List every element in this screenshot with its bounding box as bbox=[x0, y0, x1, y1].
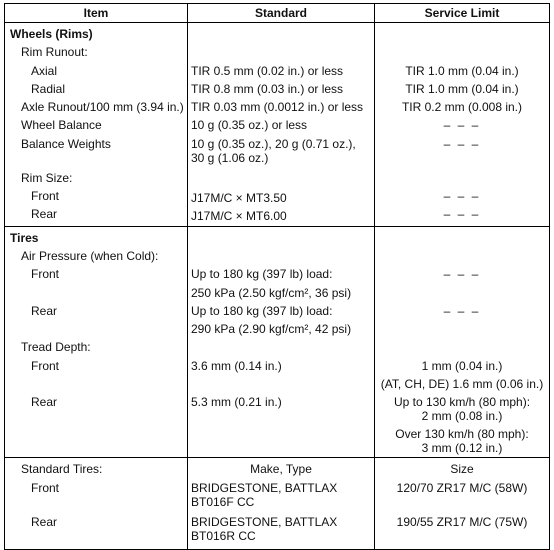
air-pressure-front-label: Front bbox=[31, 267, 60, 282]
tires-limit-col bbox=[375, 226, 550, 458]
tread-front-standard: 3.6 mm (0.14 in.) bbox=[191, 358, 282, 373]
tread-rear-label: Rear bbox=[31, 395, 58, 410]
rim-front-standard: J17M/C × MT3.50 bbox=[191, 191, 287, 206]
tread-front-limit-1: 1 mm (0.04 in.) bbox=[421, 358, 503, 373]
standard-tires-size-col bbox=[375, 458, 550, 549]
air-pressure-label: Air Pressure (when Cold): bbox=[21, 248, 159, 263]
axle-runout-limit: TIR 0.2 mm (0.008 in.) bbox=[401, 100, 523, 115]
wheels-standard-col bbox=[188, 23, 375, 227]
size-header: Size bbox=[450, 462, 474, 477]
standard-tires-rear-size: 190/55 ZR17 M/C (75W) bbox=[396, 514, 528, 529]
tread-depth-label: Tread Depth: bbox=[21, 340, 91, 355]
wheels-item-col bbox=[5, 23, 188, 227]
rim-size-label: Rim Size: bbox=[21, 170, 73, 185]
tires-standard-col bbox=[188, 226, 375, 458]
wheels-limit-col bbox=[375, 23, 550, 227]
wheels-title: Wheels (Rims) bbox=[10, 27, 93, 41]
axle-runout-label: Axle Runout/100 mm (3.94 in.) bbox=[21, 100, 184, 115]
rim-rear-label: Rear bbox=[31, 207, 58, 222]
balance-weights-label: Balance Weights bbox=[21, 136, 111, 151]
header-row bbox=[5, 4, 550, 23]
air-pressure-rear-label: Rear bbox=[31, 303, 58, 318]
radial-label: Radial bbox=[31, 81, 66, 96]
tread-front-label: Front bbox=[31, 358, 60, 373]
tread-rear-limit-1: Up to 130 km/h (80 mph): bbox=[393, 395, 531, 410]
air-pressure-front-standard-2: 250 kPa (2.50 kgf/cm², 36 psi) bbox=[191, 285, 352, 300]
rim-rear-limit: – – – bbox=[443, 207, 481, 222]
axial-standard: TIR 0.5 mm (0.02 in.) or less bbox=[191, 63, 344, 78]
standard-tires-make-col bbox=[188, 458, 375, 549]
tread-front-limit-2: (AT, CH, DE) 1.6 mm (0.06 in.) bbox=[380, 377, 544, 392]
tires-section bbox=[5, 226, 550, 458]
standard-tires-label: Standard Tires: bbox=[21, 462, 103, 477]
standard-tires-section bbox=[5, 458, 550, 549]
wheels-section bbox=[5, 23, 550, 227]
standard-tires-front-size: 120/70 ZR17 M/C (58W) bbox=[396, 480, 528, 495]
rim-runout-label: Rim Runout: bbox=[21, 45, 88, 60]
tread-rear-limit-4: 3 mm (0.12 in.) bbox=[421, 441, 503, 456]
radial-standard: TIR 0.8 mm (0.03 in.) or less bbox=[191, 81, 344, 96]
tread-rear-limit-2: 2 mm (0.08 in.) bbox=[421, 409, 503, 424]
standard-tires-front-make: BRIDGESTONE, BATTLAX BT016F CC bbox=[191, 480, 338, 509]
air-pressure-rear-standard-1: Up to 180 kg (397 lb) load: bbox=[191, 303, 333, 318]
rim-rear-standard: J17M/C × MT6.00 bbox=[191, 209, 287, 224]
header-service-limit: Service Limit bbox=[375, 4, 550, 23]
axle-runout-standard: TIR 0.03 mm (0.0012 in.) or less bbox=[191, 100, 364, 115]
air-pressure-rear-limit: – – – bbox=[443, 303, 481, 318]
wheel-balance-limit: – – – bbox=[443, 118, 481, 133]
tires-title: Tires bbox=[10, 230, 39, 245]
balance-weights-limit: – – – bbox=[443, 136, 481, 151]
standard-tires-rear-make: BRIDGESTONE, BATTLAX BT016R CC bbox=[191, 514, 338, 543]
make-type-header: Make, Type bbox=[250, 462, 312, 477]
tread-rear-limit-3: Over 130 km/h (80 mph): bbox=[395, 427, 529, 442]
radial-limit: TIR 1.0 mm (0.04 in.) bbox=[405, 81, 519, 96]
standard-tires-rear-label: Rear bbox=[31, 514, 58, 529]
tires-item-col bbox=[5, 226, 188, 458]
header-item: Item bbox=[5, 4, 188, 23]
air-pressure-rear-standard-2: 290 kPa (2.90 kgf/cm², 42 psi) bbox=[191, 322, 352, 337]
standard-tires-item-col bbox=[5, 458, 188, 549]
axial-limit: TIR 1.0 mm (0.04 in.) bbox=[405, 63, 519, 78]
rim-front-label: Front bbox=[31, 189, 60, 204]
balance-weights-standard: 10 g (0.35 oz.), 20 g (0.71 oz.), 30 g (1.06 oz.) bbox=[191, 136, 356, 165]
header-standard: Standard bbox=[188, 4, 375, 23]
tread-rear-standard: 5.3 mm (0.21 in.) bbox=[191, 395, 282, 410]
wheel-balance-standard: 10 g (0.35 oz.) or less bbox=[191, 118, 308, 133]
air-pressure-front-standard-1: Up to 180 kg (397 lb) load: bbox=[191, 267, 333, 282]
specifications-table bbox=[4, 3, 550, 550]
rim-front-limit: – – – bbox=[443, 189, 481, 204]
wheel-balance-label: Wheel Balance bbox=[21, 118, 102, 133]
air-pressure-front-limit: – – – bbox=[443, 267, 481, 282]
standard-tires-front-label: Front bbox=[31, 480, 60, 495]
axial-label: Axial bbox=[31, 63, 58, 78]
